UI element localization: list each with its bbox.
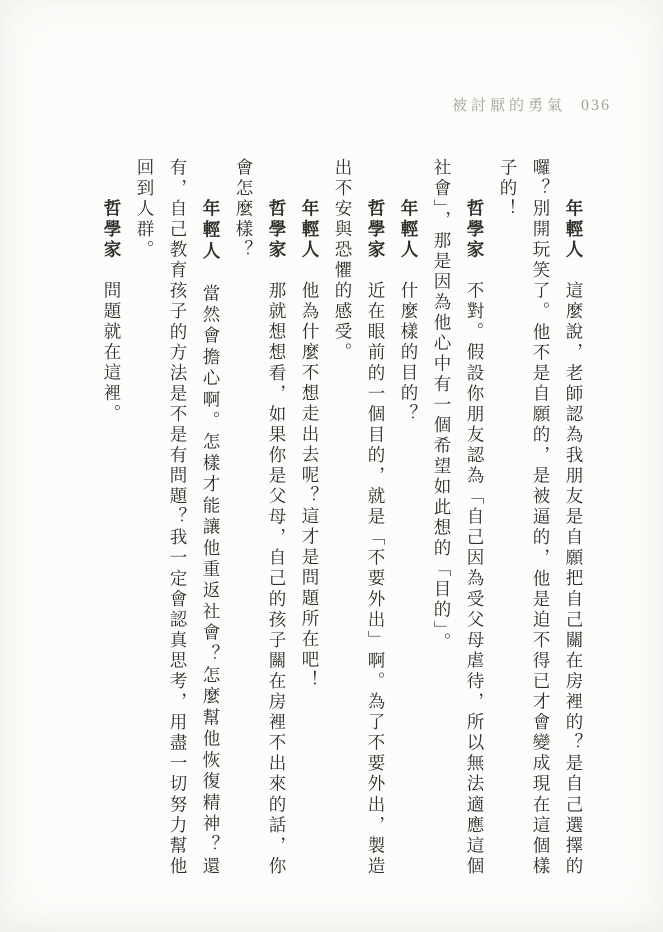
running-head (452, 94, 611, 115)
dialogue-paragraph (392, 158, 425, 877)
dialogue-paragraph (95, 158, 128, 877)
speaker-separator (366, 261, 386, 282)
dialogue-text: 那就想想看，如果你是父母，自己的孩子關在房裡不出來的話，你會怎麼樣？ (234, 158, 287, 877)
speaker-label: 哲學家 (366, 199, 386, 261)
dialogue-paragraph (293, 158, 326, 877)
page-number: 036 (581, 97, 611, 114)
dialogue-paragraph (227, 158, 293, 877)
dialogue-text: 當然會擔心啊。怎樣才能讓他重返社會？怎麼幫他恢復精神？還有，自己教育孩子的方法是不是有問題？我一定會認真思考，用盡一切努力幫他回到人群。 (135, 158, 221, 878)
dialogue-body (95, 158, 590, 877)
dialogue-paragraph (425, 158, 491, 877)
dialogue-text: 這麼說，老師認為我朋友是自願把自己關在房裡的？是自己選擇的囉？別開玩笑了。他不是自願的，是被逼的，他是迫不得已才會變成現在這個樣子的！ (498, 158, 584, 877)
speaker-separator (102, 261, 122, 282)
speaker-separator (399, 261, 419, 282)
speaker-separator (465, 261, 485, 282)
dialogue-paragraph (326, 158, 392, 877)
book-title: 被討厭的勇氣 (451, 98, 566, 114)
speaker-label: 哲學家 (267, 199, 287, 261)
speaker-separator (201, 263, 221, 284)
dialogue-paragraph (128, 158, 227, 877)
speaker-separator (267, 261, 287, 282)
speaker-label: 年輕人 (399, 199, 419, 261)
dialogue-text: 近在眼前的一個目的，就是「不要外出」啊。為了不要外出，製造出不安與恐懼的感受。 (333, 158, 386, 877)
speaker-label: 年輕人 (201, 199, 221, 263)
speaker-label: 哲學家 (465, 199, 485, 261)
dialogue-paragraph (491, 158, 590, 877)
speaker-separator (300, 261, 320, 282)
dialogue-text: 他為什麼不想走出去呢？這才是問題所在吧！ (300, 281, 320, 691)
speaker-label: 年輕人 (564, 199, 584, 261)
dialogue-text: 不對。假設你朋友認為「自己因為受父母虐待，所以無法適應這個社會」，那是因為他心中有一個希望如此想的「目的」。 (432, 158, 485, 877)
speaker-label: 哲學家 (102, 199, 122, 261)
speaker-separator (564, 261, 584, 282)
speaker-label: 年輕人 (300, 199, 320, 261)
dialogue-text: 什麼樣的目的？ (399, 281, 419, 425)
dialogue-text: 問題就在這裡。 (102, 281, 122, 425)
